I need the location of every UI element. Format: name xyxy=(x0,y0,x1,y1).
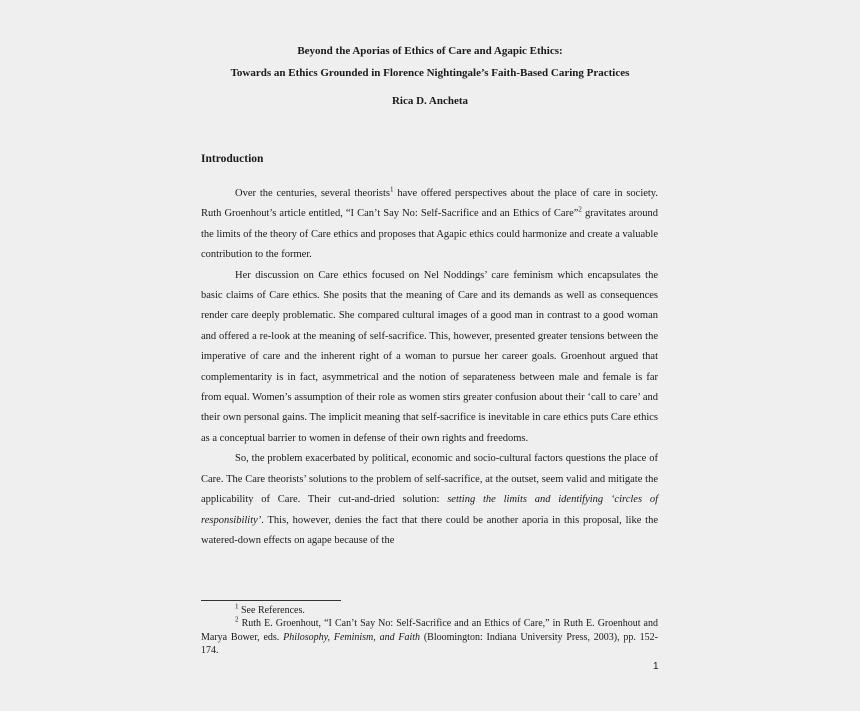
footnote-ref-1: 1 xyxy=(389,185,394,194)
footnote-divider xyxy=(201,600,341,601)
paper-title xyxy=(0,40,860,84)
paragraph-3-italic: setting the limits and identifying ‘circles of responsibility’ xyxy=(201,494,658,526)
footnotes xyxy=(201,604,658,658)
footnote-2-book-title: Philosophy, Feminism, and Faith xyxy=(283,631,421,643)
footnote-2-number: 2 xyxy=(235,616,239,625)
footnote-1-text: See References. xyxy=(238,605,305,616)
title-line-2: Towards an Ethics Grounded in Florence Nightingale’s Faith-Based Caring Practices xyxy=(230,67,630,79)
page-number: 1 xyxy=(653,661,659,672)
footnote-ref-2: 2 xyxy=(578,205,582,214)
paragraph-2: Her discussion on Care ethics focused on Nel Noddings’ care feminism which encapsulates the basic claims of Care ethics. She posits that the meaning of Care and its demands as well as consequences render care deeply problematic. She compared cultural images of a good man in contrast to a good woman and offered a re-look at the meaning of self-sacrifice. This, however, presented greater tensions between the imperative of care and the inherent right of a woman to pursue her career goals. Groenhout argued that complementarity is in fact, asymmetrical and the notion of separateness between male and female is far from equal. Women’s assumption of their role as women stirs greater confusion about their ‘call to care’ and their own personal gains. The implicit meaning that self-sacrifice is inevitable in care ethics puts Care ethics as a conceptual barrier to women in defense of their own rights and freedoms. xyxy=(201,269,658,444)
footnote-2 xyxy=(201,617,658,657)
body-text xyxy=(201,184,658,551)
footnote-2-text-a: Ruth E. Groenhout, “I Can’t Say No: Self-Sacrifice and an Ethics of Care,” in Ruth E. Groenhout and Marya Bower, eds. xyxy=(201,618,658,643)
footnote-2-text-b: (Bloomington: Indiana University Press, 2003), pp. 152-174. xyxy=(201,631,659,657)
footnote-1 xyxy=(201,604,658,617)
paragraph-3-part-a: So, the problem exacerbated by political, economic and socio-cultural factors questions the place of Care. The Care theorists’ solutions to the problem of self-sacrifice, at the outset, seem valid and mitigate the applicability of Care. Their cut-and-dried solution: xyxy=(201,453,658,506)
section-heading: Introduction xyxy=(201,153,264,165)
paragraph-1-part-a: Over the centuries, several theorists xyxy=(235,188,390,199)
paragraph-1-part-c: gravitates around the limits of the theory of Care ethics and proposes that Agapic ethics could harmonize and create a valuable contribution to the former. xyxy=(201,208,658,261)
footnote-1-number: 1 xyxy=(235,602,239,611)
paragraph-1-part-b: have offered perspectives about the place of care in society. Ruth Groenhout’s article entitled, “I Can’t Say No: Self-Sacrifice and an Ethics of Care” xyxy=(201,188,659,220)
paragraph-3-part-b: . This, however, denies the fact that there could be another aporia in this proposal, like the watered-down effects on agape because of the xyxy=(201,514,658,546)
paragraph-3 xyxy=(201,449,658,551)
author-name: Rica D. Ancheta xyxy=(391,95,469,107)
paragraph-1 xyxy=(201,184,658,266)
title-line-1: Beyond the Aporias of Ethics of Care and Agapic Ethics: xyxy=(297,45,563,57)
